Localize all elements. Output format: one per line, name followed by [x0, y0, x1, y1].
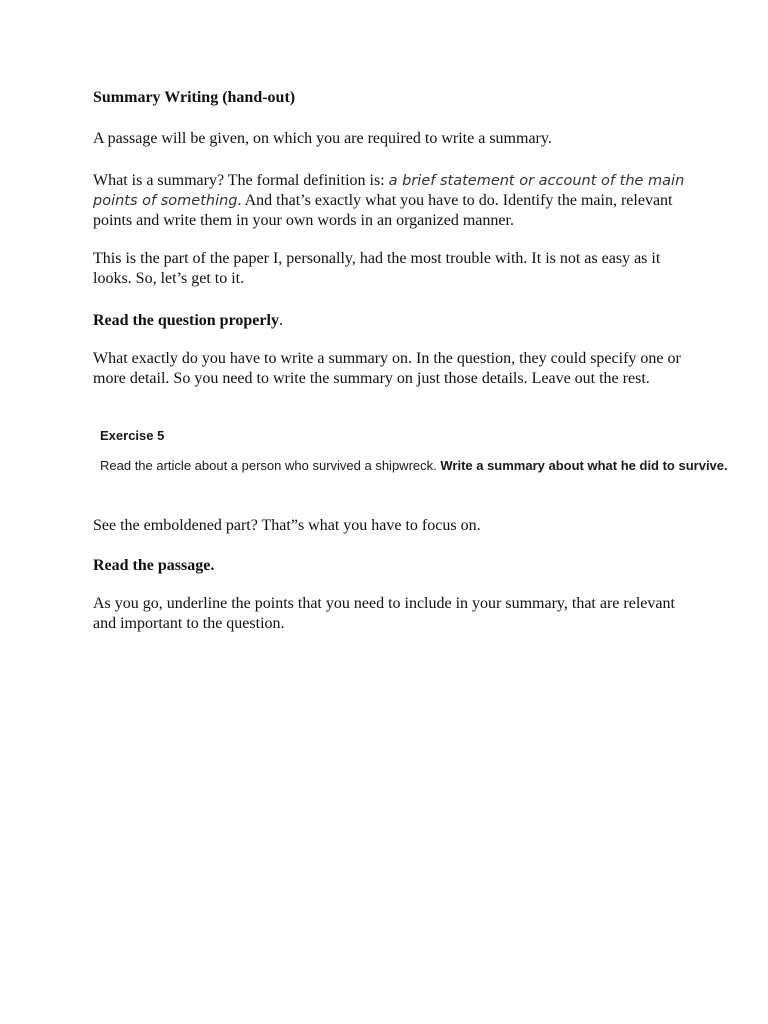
document-title: Summary Writing (hand-out) [93, 89, 296, 106]
exercise-lead: Read the article about a person who survived a shipwreck. [100, 458, 441, 473]
question-heading [93, 311, 693, 331]
embolden-paragraph: See the emboldened part? That”s what you have to focus on. [93, 517, 481, 534]
question-paragraph: What exactly do you have to write a summary on. In the question, they could specify one or more detail. So you need to write the summary on just those details. Leave out the rest. [93, 350, 681, 387]
trouble-paragraph: This is the part of the paper I, personally, had the most trouble with. It is not as easy as it looks. So, let’s get to it. [93, 250, 661, 287]
underline-paragraph: As you go, underline the points that you need to include in your summary, that are relevant and important to the question. [93, 595, 675, 632]
definition-tail: . And that’s exactly what you have to do. Identify the main, relevant points and write them in your own words in an organized manner. [93, 192, 673, 229]
question-heading-bold: Read the question properly [93, 312, 279, 329]
exercise-title: Exercise 5 [100, 428, 165, 443]
exercise-excerpt [100, 428, 740, 473]
exercise-bold-instruction: Write a summary about what he did to survive. [440, 458, 728, 473]
exercise-instruction [100, 458, 740, 473]
intro-paragraph: A passage will be given, on which you are required to write a summary. [93, 130, 552, 147]
definition-italic-text: a brief statement or account of the main points of something [93, 173, 685, 209]
definition-lead: What is a summary? The formal definition is: [93, 172, 389, 189]
passage-heading: Read the passage. [93, 557, 215, 574]
question-heading-tail: . [278, 312, 283, 329]
definition-paragraph [93, 171, 693, 231]
